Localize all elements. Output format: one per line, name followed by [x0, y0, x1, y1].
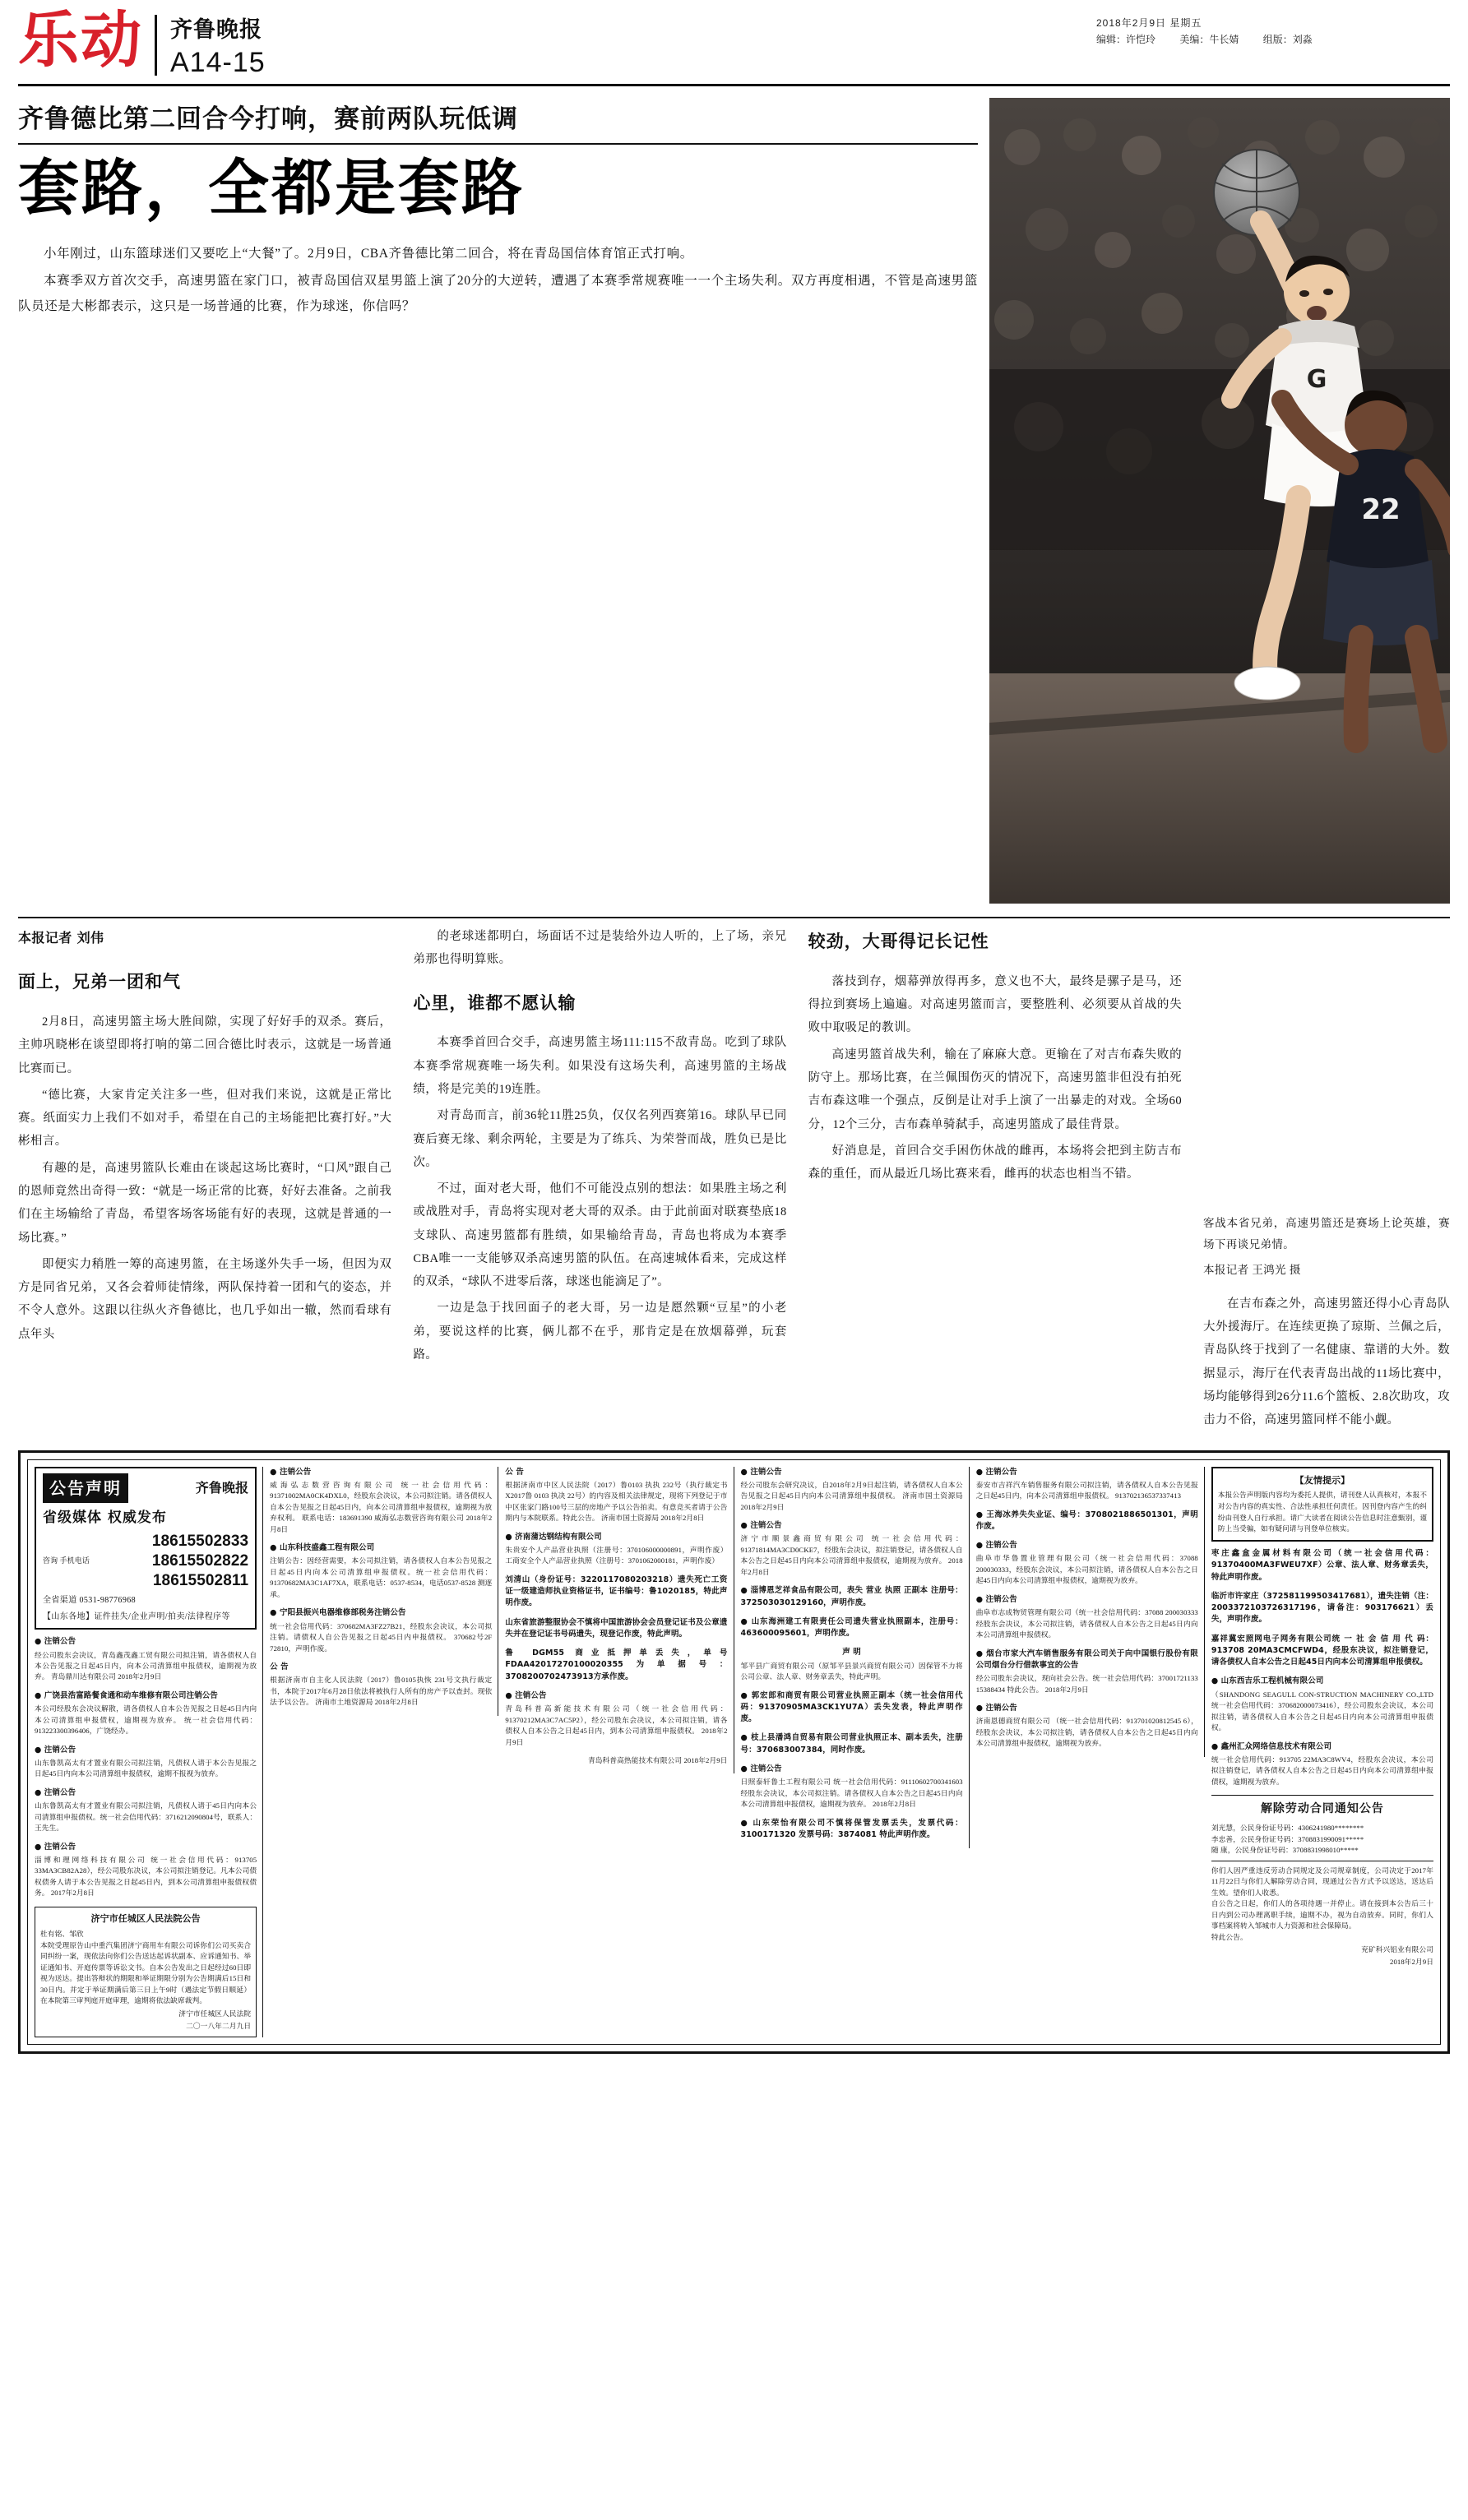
main-photo [989, 98, 1450, 904]
notice-body: 邹平县广商贸有限公司（原邹平县景兴商贸有限公司）因保管不力将公司公章、法人章、财务章丢失，特此声明。 [740, 1661, 963, 1681]
col2-para-3: 不过，面对老大哥，他们不可能没点别的想法：如果胜主场之利或战胜对手，青岛将实现对老大哥的双杀。由于此前面对联赛垫底18支球队、高速男篮都有胜绩，如果输给青岛，青岛也将成为本赛季CBA唯一一支能够双杀高速男篮的队伍。在高速城体看来，完成这样的双杀，“球队不进零后落，球迷也能滴足了”。 [413, 1182, 787, 1289]
notice-title: ● 注销公告 [976, 1703, 1198, 1714]
notice-title: ● 济南蒲达钢结构有限公司 [505, 1532, 727, 1543]
notice-body: 泰安市吉祥汽车销售服务有限公司拟注销，请各债权人自本公告见报之日起45日内，向本公司清算组申报债权。 913702136537337413 [975, 1480, 1198, 1500]
notice-title: ● 郭宏郎和商贸有限公司营业执照正副本（统一社会信用代码：91370905MA3CK1YU7A）丢失发表，特此声明作废。 [741, 1690, 963, 1726]
notice-title: ● 注销公告 [976, 1540, 1198, 1551]
classifieds-grid [35, 1467, 1433, 2037]
notice-title: ● 注销公告 [35, 1636, 257, 1648]
notice-item [505, 1755, 727, 1766]
court-sign: 济宁市任城区人民法院 [178, 2009, 252, 2018]
notice-title: ● 注销公告 [976, 1467, 1198, 1478]
svg-text:G: G [1306, 365, 1327, 394]
notice-item [505, 1690, 727, 1748]
phone-2: 18615502822 [151, 1551, 249, 1570]
svg-text:22: 22 [1361, 493, 1401, 526]
article-body [18, 925, 1450, 1436]
notice-item [270, 1662, 492, 1709]
announcement-header [35, 1467, 257, 1630]
notice-item [35, 1842, 257, 1899]
col4-para-1: 在吉布森之外，高速男篮还得小心青岛队大外援海厅。在连续更换了琼斯、兰佩之后，青岛队终于找到了一名健康、靠谱的大外。数据显示，海厅在代表青岛出战的11场比赛中，场均能够得到26分11.6个篮板、2.8次助攻，攻击力不俗，高速男篮同样不能小觑。 [1202, 1297, 1450, 1427]
notice-body: 经公司股东会决议，青岛鑫茂鑫工贸有限公司拟注销，请各债权人自本公告见报之日起45日内，向本公司清算组申报债权，逾期视为放弃。 青岛鼎川达有限公司 2018年2月9日 [35, 1650, 257, 1681]
notice-item [35, 1745, 257, 1780]
labor-body-2: 自公告之日起，你们人的各项待遇一并停止。请在接到本公告后三十日内到公司办理离职手续，逾期不办，视为自动放弃。同时，你们人事档案将转入邹城市人力资源和社会保障局。 [1211, 1899, 1434, 1930]
notice-title: ● 注销公告 [505, 1690, 727, 1702]
classifieds-column-2 [270, 1467, 498, 1716]
notice-item [741, 1585, 963, 1609]
headline-kicker: 齐鲁德比第二回合今打响，赛前两队玩低调 [18, 98, 978, 145]
issue-date: 2018年2月9日 星期五 [1096, 17, 1202, 29]
headline-title: 套路，全都是套路 [18, 153, 525, 224]
subhead-1: 面上，兄弟一团和气 [18, 972, 181, 992]
body-top-rule [18, 917, 1450, 918]
notice-body: 统一社会信用代码：370682MA3FZ27B21，经股东会决议，本公司拟注销。请债权人自公告见报之日起45日内申报债权。 370682号2F 72810，声明作废。 [270, 1621, 493, 1653]
notice-body: 山东鲁凯高太有才置业有限公司拟注销，凡债权人请于本公告见报之日起45日内向本公司清算组申报债权，逾期不报视为放弃。 [35, 1758, 257, 1778]
notice-title: 刘清山（身份证号：3220117080203218）遗失死亡工资证一级建造师执业资格证书，证书编号：鲁1020185，特此声明作废。 [505, 1574, 728, 1608]
classifieds-column-6 [1211, 1467, 1433, 1968]
notice-item [505, 1574, 727, 1610]
article-byline: 本报记者 刘伟 [18, 930, 104, 946]
notice-title: ● 注销公告 [976, 1594, 1198, 1606]
notice-title: 山东省旅游整服协会不慎将中国旅游协会会员登记证书及公章遗失并在登记证书号码遗失，现登记作废，特此声明。 [505, 1617, 728, 1639]
labor-company: 兖矿科兴铝业有限公司 [1361, 1945, 1434, 1954]
headline-text-block [18, 98, 978, 904]
labor-sign-note: 特此公告。 [1211, 1932, 1248, 1941]
announcement-header-top [43, 1473, 248, 1503]
court-names: 杜有铭、邹欣 [40, 1930, 84, 1939]
article-column-4 [1203, 925, 1450, 1436]
editor-credit: 编辑：许恺玲 [1096, 34, 1156, 46]
notice-body: 淄博和理网络科技有限公司 统一社会信用代码：913705 33MA3CB82A28），经公司股东决议，本公司拟注销登记。凡本公司债权债务人请于本公告见报之日起45日内，到本公司清算组申报债权债务。 2017年2月8日 [35, 1855, 257, 1898]
col3-para-2: 高速男篮首战失利，输在了麻麻大意。更输在了对吉布森失败的防守上。那场比赛，在兰佩围伤灭的情况下，高速男篮非但没有拍死吉布森这唯一个强点，反倒是让对手上演了一出暴走的对戏。全场60分，12个三分，吉布森单骑弑手，高速男篮成了最佳背景。 [808, 1047, 1182, 1131]
col3-para-3: 好消息是，首回合交手困伤休战的雌再，本场将会把到主防吉布森的重任，而从最近几场比赛来看，雌再的状态也相当不错。 [808, 1144, 1182, 1181]
photo-caption [1203, 1213, 1450, 1281]
notice-title: 公 告 [505, 1467, 524, 1477]
masthead-divider [155, 15, 157, 76]
article-column-3 [808, 925, 1182, 1436]
notice-item [741, 1467, 963, 1514]
notice-item [976, 1648, 1198, 1695]
notice-title: 鲁 DGM55 商业抵押单丢失，单号FDAA42017270100020355为单据号：3708200702473913方承作废。 [505, 1648, 728, 1681]
phone-3: 18615502811 [152, 1571, 249, 1589]
classifieds-column-1 [35, 1467, 263, 2037]
notice-item [35, 1787, 257, 1834]
announcement-tagline: 省级媒体 权威发布 [43, 1509, 167, 1526]
announcement-phones [43, 1532, 248, 1590]
notice-body: （SHANDONG SEAGULL CON-STRUCTION MACHINERY CO.,LTD 统一社会信用代码：370682000073416），经公司股东会决议，本公司拟注销，请各债权人自本公告之日起45日内向本公司清算组申报债权。 [1211, 1690, 1434, 1732]
notice-item [741, 1647, 963, 1682]
notice-body: 山东鲁凯高太有才置业有限公司拟注销，凡债权人请于45日内向本公司清算组申报债权。统一社会信用代码：3716212090804号，联系人：王先生。 [35, 1801, 257, 1833]
col3-para-1: 落技到存，烟幕弹放得再多，意义也不大，最终是骡子是马，还得拉到赛场上遍遍。对高速男篮而言，要整胜利、必须要从首战的失败中取吸足的教训。 [808, 974, 1182, 1035]
subhead-2: 心里，谁都不愿认输 [413, 992, 577, 1013]
classifieds-column-5 [976, 1467, 1205, 1757]
notice-title: ● 注销公告 [35, 1842, 257, 1853]
notice-item [505, 1617, 727, 1641]
notice-title: ● 王海冰养失失业证、编号：3708021886501301，声明作废。 [976, 1510, 1198, 1533]
court-title: 济宁市任城区人民法院公告 [90, 1912, 201, 1924]
notice-body: 威海弘志数营咨询有限公司 统一社会信用代码：91371002MA0CK4DXL0，经股东会决议，本公司拟注销。请各债权人自本公告见报之日起45日内，向本公司清算组申报债权，逾期视为放弃权利。 联系电话：183691390 威海弘志数营咨询有限公司 2018年2月8日 [270, 1480, 493, 1533]
notice-item [741, 1764, 963, 1810]
phone-numbers [152, 1532, 248, 1590]
notice-item [741, 1818, 963, 1842]
classifieds-inner [27, 1459, 1441, 2045]
col1-para-4: 即便实力稍胜一筹的高速男篮，在主场遂外失手一场，但因为双方是同省兄弟，又各会着师徒情缘，两队保持着一团和气的姿态，并不令人意外。这跟以往纵火齐鲁德比，也几乎如出一辙，然而看球有点年头 [18, 1257, 392, 1341]
notice-body: 统一社会信用代码：913705 22MA3C8WV4，经股东会决议，本公司拟注销登记，请各债权人自本公告之日起45日内向本公司清算组申报债权，逾期视为放弃。 [1211, 1755, 1434, 1786]
notice-item [270, 1542, 492, 1600]
notice-item [35, 1690, 257, 1737]
friendly-tip-body: 本报公告声明版内容均为委托人提供，请刊登人认真核对，本报不对公告内容的真实性、合法性承担任何责任。因刊登内容产生的纠纷由刊登人自行承担。请广大读者在阅读公告信息时注意甄别，谨防上当受骗，如有疑问请与刊登单位核实。 [1217, 1491, 1428, 1533]
announcement-sub-1: 全省渠道 0531-98776968 [43, 1596, 137, 1606]
court-date: 二〇一八年二月九日 [186, 2021, 252, 2030]
notice-body: 经公司股东会决议，现向社会公告。统一社会信用代码：37001721133 15388434 特此公告。 2018年2月9日 [975, 1674, 1198, 1694]
notice-title: ● 枝上县潘鸿自贸易有限公司营业执照正本、副本丢失，注册号：370683007384，同时作废。 [741, 1732, 963, 1756]
photo-caption-credit: 本报记者 王鸿光 摄 [1202, 1264, 1301, 1277]
col2-para-1: 本赛季首回合交手，高速男篮主场111:115不敌青岛。吃到了球队本赛季常规赛唯一场失利。如果没有这场失利，高速男篮的主场战绩，将是完美的19连胜。 [413, 1036, 787, 1096]
masthead-titles [170, 12, 266, 79]
col1-para-3: 有趣的是，高速男篮队长难由在谈起这场比赛时，“口风”跟自己的恩师竟然出奇得一致：“就是一场正常的比赛，好好去准备。之前我们在主场输给了青岛，希望客场客场能有好的表现，这就是普通的一场比赛。” [18, 1161, 392, 1245]
notice-title: ● 注销公告 [35, 1787, 257, 1799]
masthead-credits [1096, 31, 1450, 48]
notice-title: ● 淄博恩芝祥食品有限公司，表失 营业 执照 正副本 注册号：372503030129160，声明作废。 [741, 1585, 963, 1609]
labor-person-1: 刘光慧，公民身份证号码：4306241980******** [1211, 1824, 1364, 1833]
notice-item [1211, 1591, 1433, 1626]
labor-person-3: 随 康，公民身份证号码：3708831998010***** [1211, 1846, 1359, 1855]
lead-para-2: 本赛季双方首次交手，高速男篮在家门口，被青岛国信双星男篮上演了20分的大逆转，遭遇了本赛季常规赛唯一一个主场失利。双方再度相遇，不管是高速男篮队员还是大彬都表示，这只是一场普通的比赛，作为球迷，你信吗？ [18, 273, 978, 313]
col1-para-1: 2月8日，高速男篮主场大胜间隙，实现了好好手的双杀。赛后，主帅巩晓彬在谈望即将打响的第二回合德比时表示，这就是一场普通比赛而已。 [18, 1015, 392, 1075]
notice-body: 本公司经股东会决议解散，请各债权人自本公告见报之日起45日内向本公司清算组申报债权，逾期视为放弃。 统一社会信用代码：913223300396406，广饶经办。 [35, 1704, 257, 1736]
notice-body: 济宁市顺景鑫商贸有限公司 统一社会信用代码：91371814MA3CD0CKE7，经股东会决议，拟注销登记，请各债权人自本公告之日起45日内向本公司清算组申报债权，逾期视为放弃。 2018年2月8日 [740, 1534, 963, 1576]
announcement-paper-name: 齐鲁晚报 [195, 1479, 249, 1496]
labor-contract-notice [1211, 1795, 1433, 1967]
notice-body: 济南恩德商贸有限公司 （统一社会信用代码：913701020812545 6），经股东会决议，本公司拟注销，请各债权人自本公告之日起45日内向本公司清算组申报债权，逾期视为放弃。 [975, 1717, 1198, 1748]
notice-item [1211, 1548, 1433, 1584]
friendly-tip-title: 【友情提示】 [1294, 1474, 1350, 1486]
article-column-1 [18, 925, 391, 1436]
notice-body: 根据济南市中区人民法院（2017）鲁0103 执执 232号（执行裁定书X2017鲁 0103 执决 22号）的内容及相关法律规定，现将下列登记于市中区张家门路100号三层的房地产予以公告拍卖。有意竞买者请于公告期内与本院联系。特此公告。 济南市国土资源局 2018年2月8日 [505, 1480, 728, 1523]
layout-credit: 组版：刘淼 [1262, 34, 1313, 46]
classifieds-column-4 [741, 1467, 970, 1849]
notice-title: 声 明 [842, 1648, 861, 1658]
announcement-badge: 公告声明 [43, 1473, 128, 1503]
court-body: 本院受理原告山中重汽集团济宁商用车有限公司诉你们公司买卖合同纠纷一案，现依法向你们公告送达起诉状副本、应诉通知书、举证通知书、开庭传票等诉讼文书。自本公告发出之日起经过60日即视为送达。提出答辩状的期限和举证期限分别为公告期满后15日和30日内。并定于举证期满后第三日上午9时（遇法定节假日顺延）在本院第三审判庭开庭审理，逾期将依法缺席裁判。 [40, 1940, 252, 2005]
notice-item [976, 1703, 1198, 1750]
notice-title: 临沂市许家庄（372581199503417681），遗失注销（注：2003372103726317196，请备注：903176621）丢失，声明作废。 [1211, 1591, 1434, 1625]
notice-body: 根据济南市自主化人民法院（2017）鲁0105执恢 231号文执行裁定书，本院于2017年6月28日依法将被执行人所有的房产予以查封。现依法予以公告。 济南市土地资源局 2018年2月8日 [270, 1676, 493, 1707]
notice-item [741, 1616, 963, 1640]
notice-title: ● 山东西吉乐工程机械有限公司 [1211, 1676, 1433, 1687]
notice-item [976, 1540, 1198, 1587]
masthead-logo-block [18, 5, 266, 79]
publication-logo: 乐动 [18, 5, 143, 76]
notice-item [741, 1690, 963, 1726]
notice-title: ● 山东海洲建工有限责任公司遗失营业执照副本，注册号：463600095601，声明作废。 [741, 1616, 963, 1640]
phone-1: 18615502833 [151, 1533, 249, 1551]
labor-person-2: 李忠善，公民身份证号码：3708831990091***** [1211, 1834, 1364, 1843]
notice-item [1211, 1676, 1433, 1733]
notice-title: ● 注销公告 [741, 1467, 963, 1478]
notice-title: ● 山东荣怡有限公司不慎将保管发票丢失，发票代码：3100171320 发票号码：3874081 特此声明作废。 [741, 1818, 963, 1842]
col2-para-4: 一边是急于找回面子的老大哥，另一边是愿然颗“豆星”的小老弟，要说这样的比赛，俩儿都不在乎，那肯定是在放烟幕弹，玩套路。 [413, 1302, 787, 1362]
notice-item [741, 1520, 963, 1578]
classifieds-section [18, 1450, 1450, 2054]
notice-body: 朱贵安个人产品营业执照（注册号：370106000000891，声明作废） 工商安全个人产品营业执照（注册号：3701062000181，声明作废） [505, 1545, 728, 1565]
notice-title: ● 广饶县浩富路餐食通和动车维修有限公司注销公告 [35, 1690, 257, 1702]
phone-label: 咨询 手机电话 [43, 1556, 90, 1565]
notice-title: ● 注销公告 [270, 1467, 492, 1478]
notice-item [976, 1467, 1198, 1502]
notice-item [741, 1732, 963, 1756]
announcement-sub-2: 【山东各地】证件挂失/企业声明/拍卖/法律程序等 [43, 1612, 230, 1622]
notice-item [505, 1467, 727, 1524]
col1-para-2: “德比赛，大家肯定关注多一些，但对我们来说，这就是正常比赛。纸面实力上我们不如对手，希望在自己的主场能把比赛打好。”大彬相言。 [18, 1088, 392, 1149]
notice-item [270, 1467, 492, 1536]
labor-title: 解除劳动合同通知公告 [1260, 1802, 1384, 1816]
article-column-2 [413, 925, 786, 1436]
notice-item [976, 1510, 1198, 1533]
photo-caption-text: 客战本省兄弟，高速男篮还是赛场上论英雄，赛场下再谈兄弟情。 [1202, 1217, 1450, 1251]
notice-item [270, 1607, 492, 1654]
notice-body: 青岛科普高新能技术有限公司（统一社会信用代码：91370212MA3C7AC5P2），经公司股东会决议，本公司拟注销，请各债权人自本公告之日起45日内，到本公司清算组申报债权。 2018年2月9日 [505, 1704, 728, 1746]
notice-item [1211, 1634, 1433, 1669]
labor-body-1: 你们人因严重违反劳动合同规定及公司规章制度，公司决定于2017年11月22日与你们人解除劳动合同，现通过公告方式予以送达，送达后生效。望你们人收悉。 [1211, 1866, 1434, 1897]
subhead-3: 较劲，大哥得记长记性 [808, 932, 989, 951]
lead-para-1: 小年刚过，山东篮球迷们又要吃上“大餐”了。2月9日，CBA齐鲁德比第二回合，将在青岛国信体育馆正式打响。 [44, 246, 693, 261]
notice-body: 曲阜市华鲁置业管理有限公司（统一社会信用代码：37088 200030333，经股东会决议，本公司拟注销，请各债权人自本公告之日起45日内向本公司清算组申报债权，逾期视为放弃。 [975, 1554, 1198, 1585]
labor-date: 2018年2月9日 [1390, 1958, 1434, 1967]
court-announcement [35, 1907, 257, 2037]
notice-item [35, 1636, 257, 1683]
masthead-meta [1096, 12, 1450, 49]
notice-body: 曲阜市志成物贸管理有限公司（统一社会信用代码：37088 200030333 经股东会决议，本公司拟注销，请各债权人自本公告之日起45日内向本公司清算组申报债权。 [975, 1608, 1198, 1639]
notice-body: 青岛科普高热能技术有限公司 2018年2月9日 [587, 1756, 728, 1765]
photo-illustration [989, 98, 1450, 904]
notice-item [505, 1532, 727, 1567]
paper-name: 齐鲁晚报 [170, 17, 262, 43]
notice-title: ● 注销公告 [741, 1520, 963, 1532]
notice-title: 公 告 [270, 1662, 289, 1672]
notice-item [1211, 1741, 1433, 1788]
notice-title: ● 山东科技盛鑫工程有限公司 [270, 1542, 492, 1554]
notice-title: ● 鑫州汇众网络信息技术有限公司 [1211, 1741, 1433, 1753]
col2-para-2: 对青岛而言，前36轮11胜25负，仅仅名列西赛第16。球队早已同赛后赛无缘、剩余两轮，主要是为了练兵、为荣誉而战，胜负已是比次。 [413, 1109, 787, 1169]
classifieds-column-3 [505, 1467, 734, 1774]
lead-paragraphs [18, 241, 978, 319]
notice-title: ● 注销公告 [35, 1745, 257, 1756]
art-credit: 美编：牛长婧 [1179, 34, 1239, 46]
notice-title: ● 宁阳县振兴电器维修部税务注销公告 [270, 1607, 492, 1619]
notice-title: 枣庄鑫盒金属材料有限公司（统一社会信用代码：91370400MA3FWEU7XF）公章、法人章、财务章丢失，特此声明作废。 [1211, 1549, 1434, 1582]
masthead [18, 5, 1450, 86]
notice-item [505, 1648, 727, 1683]
notice-body: 经公司股东会研究决议，自2018年2月9日起注销，请各债权人自本公告见报之日起45日内向本公司清算组申报债权。 济南市国土资源局 2018年2月9日 [740, 1480, 963, 1511]
notice-title: ● 烟台市家大汽车销售服务有限公司关于向中国银行股份有限公司烟台分行借款事宜的公告 [976, 1648, 1198, 1672]
notice-item [976, 1594, 1198, 1641]
photo-spacer [1203, 925, 1450, 1205]
notice-body: 注销公告：因经营需要，本公司拟注销，请各债权人自本公告见报之日起45日内向本公司清算组申报债权。统一社会信用代码：91370682MA3C1AF7XA，联系电话：0537-8534，电话0537-8528 测逐承。 [270, 1556, 493, 1598]
page-number: A14-15 [170, 47, 266, 78]
col2-runover: 的老球迷都明白，场面话不过是装给外边人听的，上了场，亲兄弟那也得明算账。 [413, 930, 787, 967]
notice-body: 日照泰轩鲁土工程有限公司 统一社会信用代码：91110602700341603经股东会决议，本公司拟注销。请各债权人自本公告之日起45日内向本公司清算组申报债权，逾期视为放弃。 2018年2月8日 [740, 1778, 963, 1809]
notice-title: ● 注销公告 [741, 1764, 963, 1775]
friendly-tip-box [1211, 1467, 1433, 1542]
headline-section [18, 98, 1450, 904]
notice-title: 嘉祥冀宏照网电子网务有限公司统 一 社 会 信 用 代 码：913708 20MA3CMCFWD4，经股东决议，拟注销登记，请各债权人自本公告之日起45日内向本公司清算组申报债权。 [1211, 1634, 1434, 1667]
